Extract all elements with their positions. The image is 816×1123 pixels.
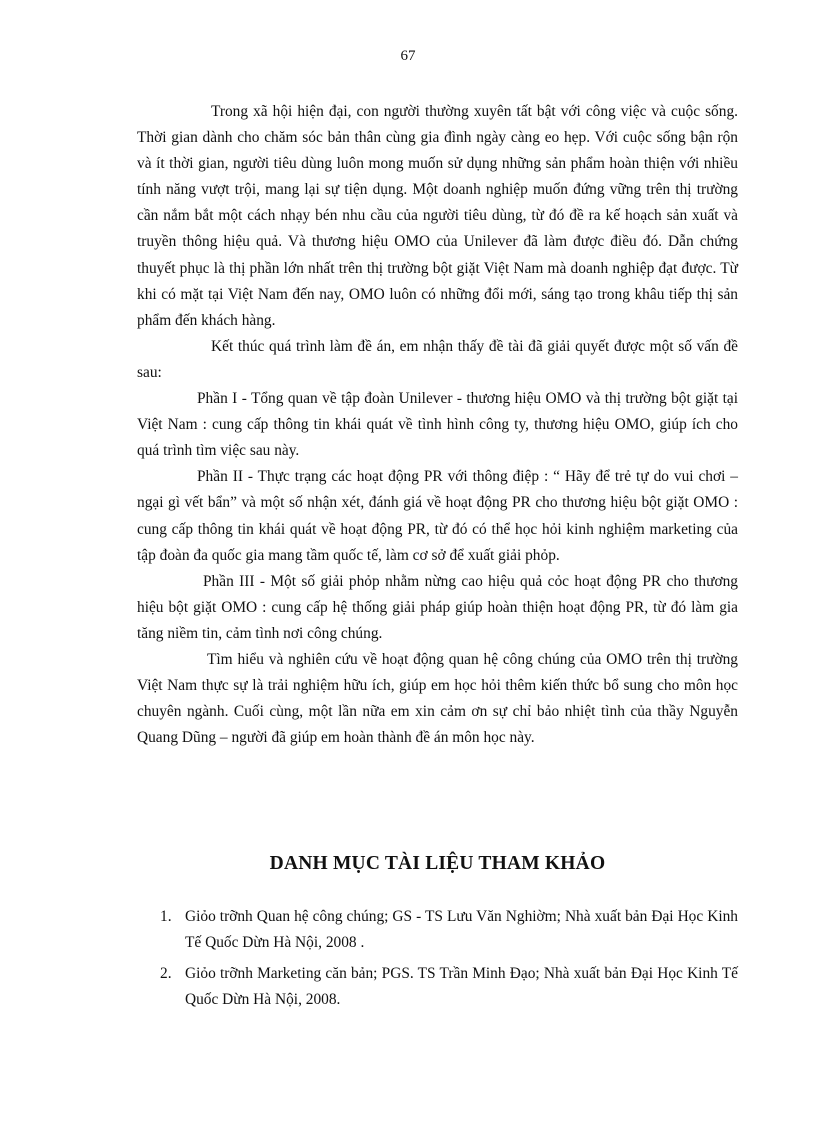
references-heading: DANH MỤC TÀI LIỆU THAM KHẢO: [269, 853, 606, 874]
paragraph-summary: Kết thúc quá trình làm đề án, em nhận thấy đề tài đã giải quyết được một số vấn đề sau:: [137, 337, 738, 381]
reference-text: Giỏo trỡnh Quan hệ công chúng; GS - TS Lưu Văn Nghiờm; Nhà xuất bản Đại Học Kinh Tế Quốc Dừn Hà Nội, 2008 .: [185, 908, 738, 952]
paragraph-part-2: Phần II - Thực trạng các hoạt động PR với thông điệp : “ Hãy để trẻ tự do vui chơi – ngại gì vết bẩn” và một số nhận xét, đánh giá về hoạt động PR cho thương hiệu bột giặt OMO : cung cấp thông tin khái quát về hoạt động PR, từ đó có thể học hỏi kinh nghiệm marketing của tập đoàn đa quốc gia mang tầm quốc tế, làm cơ sở để xuất giải phỏp.: [137, 468, 738, 564]
reference-text: Giỏo trỡnh Marketing căn bản; PGS. TS Trần Minh Đạo; Nhà xuất bản Đại Học Kinh Tế Quốc Dừn Hà Nội, 2008.: [185, 965, 738, 1009]
reference-item: [160, 961, 738, 1013]
paragraph-closing: Tìm hiểu và nghiên cứu về hoạt động quan hệ công chúng của OMO trên thị trường Việt Nam thực sự là trải nghiệm hữu ích, giúp em học hỏi thêm kiến thức bổ sung cho môn học chuyên ngành. Cuối cùng, một lần nữa em xin cảm ơn sự chỉ bảo nhiệt tình của thầy Nguyễn Quang Dũng – người đã giúp em hoàn thành đề án môn học này.: [137, 650, 738, 747]
page-number: 67: [400, 48, 416, 64]
paragraph-intro: Trong xã hội hiện đại, con người thường xuyên tất bật với công việc và cuộc sống. Thời gian dành cho chăm sóc bản thân cùng gia đình ngày càng eo hẹp. Với cuộc sống bận rộn và ít thời gian, người tiêu dùng luôn mong muốn sử dụng những sản phẩm hoàn thiện với nhiều tính năng vượt trội, mang lại sự tiện dụng. Một doanh nghiệp muốn đứng vững trên thị trường cần nắm bắt một cách nhạy bén nhu cầu của người tiêu dùng, từ đó đề ra kế hoạch sản xuất và truyền thông hiệu quả. Và thương hiệu OMO của Unilever đã làm được điều đó. Dẫn chứng thuyết phục là thị phần lớn nhất trên thị trường bột giặt Việt Nam mà doanh nghiệp đạt được. Từ khi có mặt tại Việt Nam đến nay, OMO luôn có những đổi mới, sáng tạo trong khâu tiếp thị sản phẩm đến khách hàng.: [137, 103, 738, 329]
paragraph-part-1: Phần I - Tổng quan về tập đoàn Unilever - thương hiệu OMO và thị trường bột giặt tại Việt Nam : cung cấp thông tin khái quát về tình hình công ty, thương hiệu OMO, giúp ích cho quá trình tìm việc sau này.: [137, 390, 738, 460]
conclusion-body: [137, 99, 738, 751]
reference-number: 1.: [160, 908, 172, 925]
references-list: [160, 904, 738, 1018]
paragraph-part-3: Phần III - Một số giải phỏp nhằm nừng cao hiệu quả cỏc hoạt động PR cho thương hiệu bột giặt OMO : cung cấp hệ thống giải pháp giúp hoàn thiện hoạt động PR, từ đó làm gia tăng niềm tin, cảm tình nơi công chúng.: [137, 572, 738, 642]
reference-item: [160, 904, 738, 956]
reference-number: 2.: [160, 965, 172, 983]
